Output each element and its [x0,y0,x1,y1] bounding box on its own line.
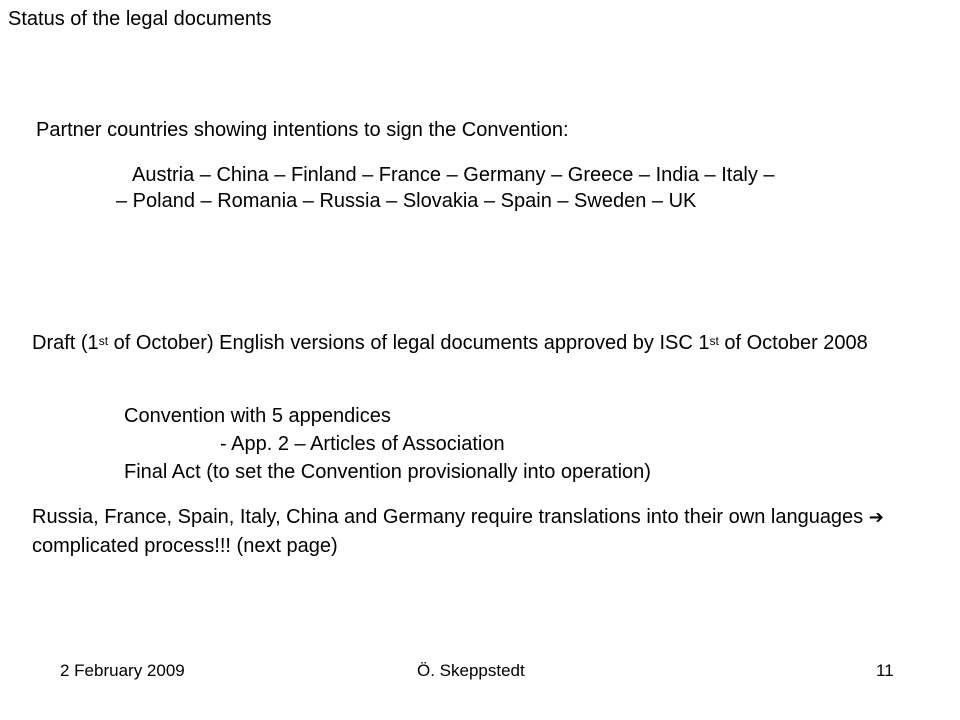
partners-heading: Partner countries showing intentions to sign the Convention: [36,119,569,141]
convention-item: Convention with 5 appendices [124,405,391,427]
draft-superscript-1: st [98,334,109,348]
translations-paragraph [32,503,922,560]
draft-paragraph [32,330,912,357]
appendix-item: - App. 2 – Articles of Association [220,433,505,455]
draft-superscript-2: st [709,334,719,348]
draft-text-1: Draft (1 [32,332,99,354]
slide-title: Status of the legal documents [8,8,272,30]
final-act-item: Final Act (to set the Convention provisionally into operation) [124,461,651,483]
arrow-right-icon: ➔ [868,507,884,528]
translations-text-2: complicated process!!! (next page) [32,535,338,557]
partners-list-line-1: Austria – China – Finland – France – Germany – Greece – India – Italy – [132,164,775,186]
draft-text-3: of October 2008 [718,332,868,354]
footer-author: Ö. Skeppstedt [417,661,525,680]
translations-text-1: Russia, France, Spain, Italy, China and Germany require translations into their own languages [32,506,869,528]
partners-list-line-2: – Poland – Romania – Russia – Slovakia – Spain – Sweden – UK [116,190,697,212]
footer-date: 2 February 2009 [60,661,185,680]
draft-text-2: of October) English versions of legal documents approved by ISC 1 [108,332,710,354]
footer-page-number: 11 [876,661,894,680]
